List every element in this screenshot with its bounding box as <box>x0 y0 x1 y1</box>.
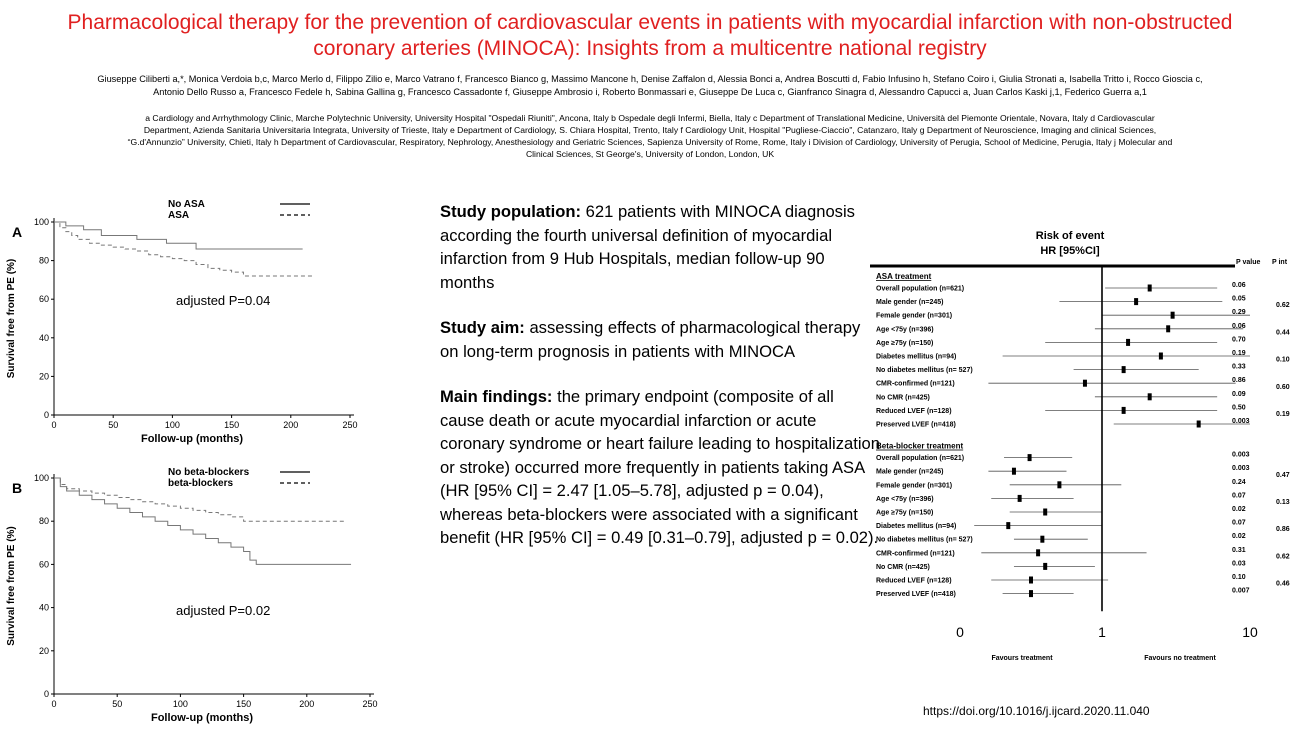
forest-p-value: 0.29 <box>1232 309 1246 317</box>
main-findings <box>440 385 880 550</box>
forest-point-estimate <box>1043 509 1047 516</box>
forest-point-estimate <box>1006 522 1010 529</box>
forest-p-int: 0.46 <box>1276 580 1290 588</box>
panel-letter: A <box>12 224 23 240</box>
legend-label: No ASA <box>168 199 205 210</box>
study-population <box>440 200 880 294</box>
forest-p-value: 0.86 <box>1232 377 1246 385</box>
forest-p-int: 0.86 <box>1276 526 1290 534</box>
affiliation-line-2: Department, Azienda Sanitaria Universitaria Integrata, University of Trieste, Italy e Department of Cardiology, S. Chiara Hospital, Trento, Italy f Cardiology Unit, Hospital "Pugliese-Ciaccio", Catanzaro, Italy g Department of Neuroscience, Imaging and clinical Sciences, <box>143 125 1157 135</box>
forest-row-label: Age <75y (n=396) <box>876 495 934 503</box>
forest-point-estimate <box>1159 353 1163 360</box>
x-tick-label: 100 <box>172 699 188 709</box>
forest-p-value: 0.02 <box>1232 533 1246 541</box>
author-line-1: Giuseppe Ciliberti a,*, Monica Verdoia b,c, Marco Merlo d, Filippo Zilio e, Marco Vatrano f, Francesco Bianco g, Massimo Mancone h, Denise Zaffalon d, Alessia Bonci a, Andrea Boscutti d, Fabio Infusino h, Stefano Coiro i, Giulia Stronati a, Isabella Tritto i, Rocco Gioscia c, <box>97 74 1203 84</box>
favours-no-treatment-label: Favours no treatment <box>1144 655 1216 663</box>
forest-plot <box>870 226 1295 671</box>
forest-row-label: Preserved LVEF (n=418) <box>876 591 956 599</box>
forest-p-int: 0.62 <box>1276 302 1290 310</box>
x-tick-label: 100 <box>164 420 180 430</box>
forest-row-label: No CMR (n=425) <box>876 563 930 571</box>
x-axis-label: Follow-up (months) <box>140 433 244 445</box>
forest-p-value: 0.31 <box>1232 546 1246 554</box>
y-tick-label: 60 <box>38 294 49 305</box>
forest-p-value: 0.24 <box>1232 478 1246 486</box>
forest-p-value: 0.03 <box>1232 560 1246 568</box>
km-chart-beta-blockers <box>0 462 390 732</box>
poster-title: Pharmacological therapy for the prevention of cardiovascular events in patients with myocardial infarction with non-obstructed coronary arteries (MINOCA): Insights from a multicentre national registry <box>67 11 1233 60</box>
forest-point-estimate <box>1122 366 1126 373</box>
forest-point-estimate <box>1029 577 1033 584</box>
x-tick-label: 150 <box>236 699 252 709</box>
forest-point-estimate <box>1018 495 1022 502</box>
forest-p-value: 0.70 <box>1232 336 1246 344</box>
forest-p-value: 0.09 <box>1232 390 1246 398</box>
y-axis-label: Survival free from PE (%) <box>6 258 17 379</box>
x-tick-label: 50 <box>108 420 119 430</box>
y-tick-label: 20 <box>38 645 49 656</box>
study-summary <box>440 200 880 572</box>
km-curve-no-asa <box>54 222 303 249</box>
study-aim <box>440 316 880 363</box>
forest-point-estimate <box>1012 468 1016 475</box>
doi-link[interactable]: https://doi.org/10.1016/j.ijcard.2020.11.040 <box>923 704 1150 718</box>
x-tick-label: 250 <box>362 699 378 709</box>
forest-row-label: Overall population (n=621) <box>876 285 965 293</box>
x-tick-label: 250 <box>342 420 358 430</box>
legend-label: beta-blockers <box>168 478 234 489</box>
forest-p-int: 0.13 <box>1276 499 1290 506</box>
forest-point-estimate <box>1028 454 1032 461</box>
forest-row-label: No CMR (n=425) <box>876 394 930 402</box>
y-tick-label: 80 <box>38 255 49 266</box>
p-value-annotation: adjusted P=0.02 <box>176 603 271 618</box>
forest-row-label: Age <75y (n=396) <box>876 326 934 334</box>
forest-row-label: Female gender (n=301) <box>876 312 953 320</box>
forest-row-label: Diabetes mellitus (n=94) <box>876 353 957 361</box>
forest-plot-svg <box>870 226 1295 666</box>
affiliation-line-1: a Cardiology and Arrhythmology Clinic, Marche Polytechnic University, University Hospital "Ospedali Riuniti", Ancona, Italy b Ospedale degli Infermi, Biella, Italy c Department of Translational Medicine, Università del Piemonte Orientale, Novara, Italy d Cardiovascular <box>145 113 1155 123</box>
forest-p-value: 0.07 <box>1232 492 1246 500</box>
study-population-heading: Study population: <box>440 202 582 221</box>
panel-letter: B <box>12 480 23 496</box>
km-chart-asa-svg <box>0 192 370 447</box>
forest-point-estimate <box>1036 549 1040 556</box>
forest-x-tick-label: 10 <box>1242 624 1258 641</box>
author-list <box>50 73 1250 99</box>
forest-p-int: 0.62 <box>1276 553 1290 561</box>
forest-p-value: 0.003 <box>1232 451 1250 459</box>
forest-row-label: Age ≥75y (n=150) <box>876 509 934 517</box>
forest-p-value: 0.19 <box>1232 350 1246 357</box>
forest-group-heading: Beta-blocker treatment <box>876 441 964 451</box>
study-population-text: 621 patients with MINOCA diagnosis according the fourth universal definition of myocardial infarction from 9 Hub Hospitals, median follow-up 90 months <box>440 202 855 292</box>
forest-row-label: Overall population (n=621) <box>876 455 965 463</box>
author-line-2: Antonio Dello Russo a, Francesco Fedele h, Sabina Gallina g, Francesco Cassadonte f, Giuseppe Ambrosio i, Roberto Bonmassari e, Giuseppe De Luca c, Gianfranco Sinagra d, Alessandro Capucci a, Juan Carlos Kaski j,1, Federico Guerra a,1 <box>153 87 1147 97</box>
forest-title-line-2: HR [95%CI] <box>1040 245 1100 257</box>
y-tick-label: 40 <box>38 602 49 613</box>
forest-point-estimate <box>1126 339 1130 346</box>
forest-point-estimate <box>1148 393 1152 400</box>
forest-row-label: Preserved LVEF (n=418) <box>876 421 956 429</box>
study-aim-heading: Study aim: <box>440 318 525 337</box>
forest-p-value: 0.07 <box>1232 519 1246 527</box>
forest-point-estimate <box>1043 563 1047 570</box>
forest-p-value: 0.33 <box>1232 363 1246 371</box>
forest-point-estimate <box>1040 536 1044 543</box>
forest-p-int: 0.47 <box>1276 471 1290 479</box>
forest-p-value: 0.003 <box>1232 465 1250 473</box>
forest-p-int: 0.19 <box>1276 411 1290 418</box>
y-axis-label: Survival free from PE (%) <box>6 526 17 646</box>
x-tick-label: 200 <box>299 699 315 709</box>
affiliation-list <box>40 112 1260 160</box>
forest-row-label: No diabetes mellitus (n= 527) <box>876 367 973 375</box>
x-tick-label: 0 <box>51 420 57 430</box>
main-findings-heading: Main findings: <box>440 387 553 406</box>
x-tick-label: 200 <box>283 420 299 430</box>
forest-row-label: Age ≥75y (n=150) <box>876 339 934 347</box>
y-tick-label: 40 <box>38 332 49 343</box>
forest-x-tick-label: 1 <box>1098 624 1106 641</box>
forest-row-label: No diabetes mellitus (n= 527) <box>876 536 973 544</box>
affiliation-line-4: Clinical Sciences, St George's, University of London, London, UK <box>525 149 775 159</box>
km-chart-asa <box>0 192 370 452</box>
forest-group-heading: ASA treatment <box>876 272 932 281</box>
x-axis-label: Follow-up (months) <box>150 712 254 724</box>
y-tick-label: 100 <box>33 473 49 483</box>
y-tick-label: 100 <box>33 217 49 227</box>
km-chart-beta-blockers-svg <box>0 462 390 727</box>
forest-p-value: 0.02 <box>1232 506 1246 513</box>
forest-row-label: Male gender (n=245) <box>876 299 944 307</box>
forest-x-tick-label: 0 <box>956 624 964 641</box>
forest-p-value: 0.10 <box>1232 574 1246 581</box>
p-int-column-header: P int <box>1272 259 1288 266</box>
x-tick-label: 50 <box>112 699 123 709</box>
forest-p-value: 0.05 <box>1232 295 1246 303</box>
forest-p-int: 0.10 <box>1276 356 1290 364</box>
x-tick-label: 0 <box>51 699 57 709</box>
y-tick-label: 0 <box>43 410 49 420</box>
y-tick-label: 0 <box>43 689 49 699</box>
affiliation-line-3: “G.d'Annunzio” University, Chieti, Italy h Department of Cardiovascular, Respiratory, Nephrology, Anesthesiology and Geriatric Sciences, Sapienza University of Rome, Rome, Italy i Division of Cardiology, University of Perugia, School of Medicine, Perugia, Italy j Molecular and <box>127 137 1173 147</box>
legend-label: ASA <box>168 210 190 221</box>
forest-row-label: Diabetes mellitus (n=94) <box>876 523 957 531</box>
forest-point-estimate <box>1134 298 1138 305</box>
forest-p-int: 0.44 <box>1276 329 1290 337</box>
forest-point-estimate <box>1083 380 1087 387</box>
forest-point-estimate <box>1122 407 1126 414</box>
forest-row-label: CMR-confirmed (n=121) <box>876 550 955 558</box>
forest-row-label: Female gender (n=301) <box>876 482 953 490</box>
forest-row-label: Reduced LVEF (n=128) <box>876 577 952 585</box>
forest-p-int: 0.60 <box>1276 383 1290 391</box>
forest-point-estimate <box>1166 325 1170 332</box>
y-tick-label: 60 <box>38 559 49 570</box>
x-tick-label: 150 <box>224 420 240 430</box>
legend-label: No beta-blockers <box>168 467 250 478</box>
y-tick-label: 80 <box>38 516 49 527</box>
forest-row-label: CMR-confirmed (n=121) <box>876 380 955 388</box>
study-aim-text: assessing effects of pharmacological therapy on long-term prognosis in patients with MINOCA <box>440 318 861 361</box>
forest-title-line-1: Risk of event <box>1035 230 1105 242</box>
forest-point-estimate <box>1148 285 1152 292</box>
p-value-annotation: adjusted P=0.04 <box>176 293 271 308</box>
forest-point-estimate <box>1029 590 1033 597</box>
favours-treatment-label: Favours treatment <box>991 655 1053 663</box>
p-value-column-header: P value <box>1236 259 1261 266</box>
forest-p-value: 0.06 <box>1232 282 1246 289</box>
forest-point-estimate <box>1197 421 1201 428</box>
forest-point-estimate <box>1057 481 1061 488</box>
forest-row-label: Male gender (n=245) <box>876 468 944 476</box>
y-tick-label: 20 <box>38 371 49 382</box>
main-findings-text: the primary endpoint (composite of all cause death or acute myocardial infarction or acute coronary syndrome or heart failure leading to hospitalization or stroke) occurred more frequently in patients taking ASA (HR [95% CI] = 2.47 [1.05–5.78], adjusted p = 0.04), whereas beta-blockers were associated with a significant benefit (HR [95% CI] = 0.49 [0.31–0.79], adjusted p = 0.02). <box>440 387 880 547</box>
forest-p-value: 0.007 <box>1232 587 1250 595</box>
forest-point-estimate <box>1171 312 1175 319</box>
forest-p-value: 0.50 <box>1232 404 1246 412</box>
forest-row-label: Reduced LVEF (n=128) <box>876 407 952 415</box>
forest-p-value: 0.003 <box>1232 418 1250 425</box>
forest-p-value: 0.06 <box>1232 322 1246 330</box>
